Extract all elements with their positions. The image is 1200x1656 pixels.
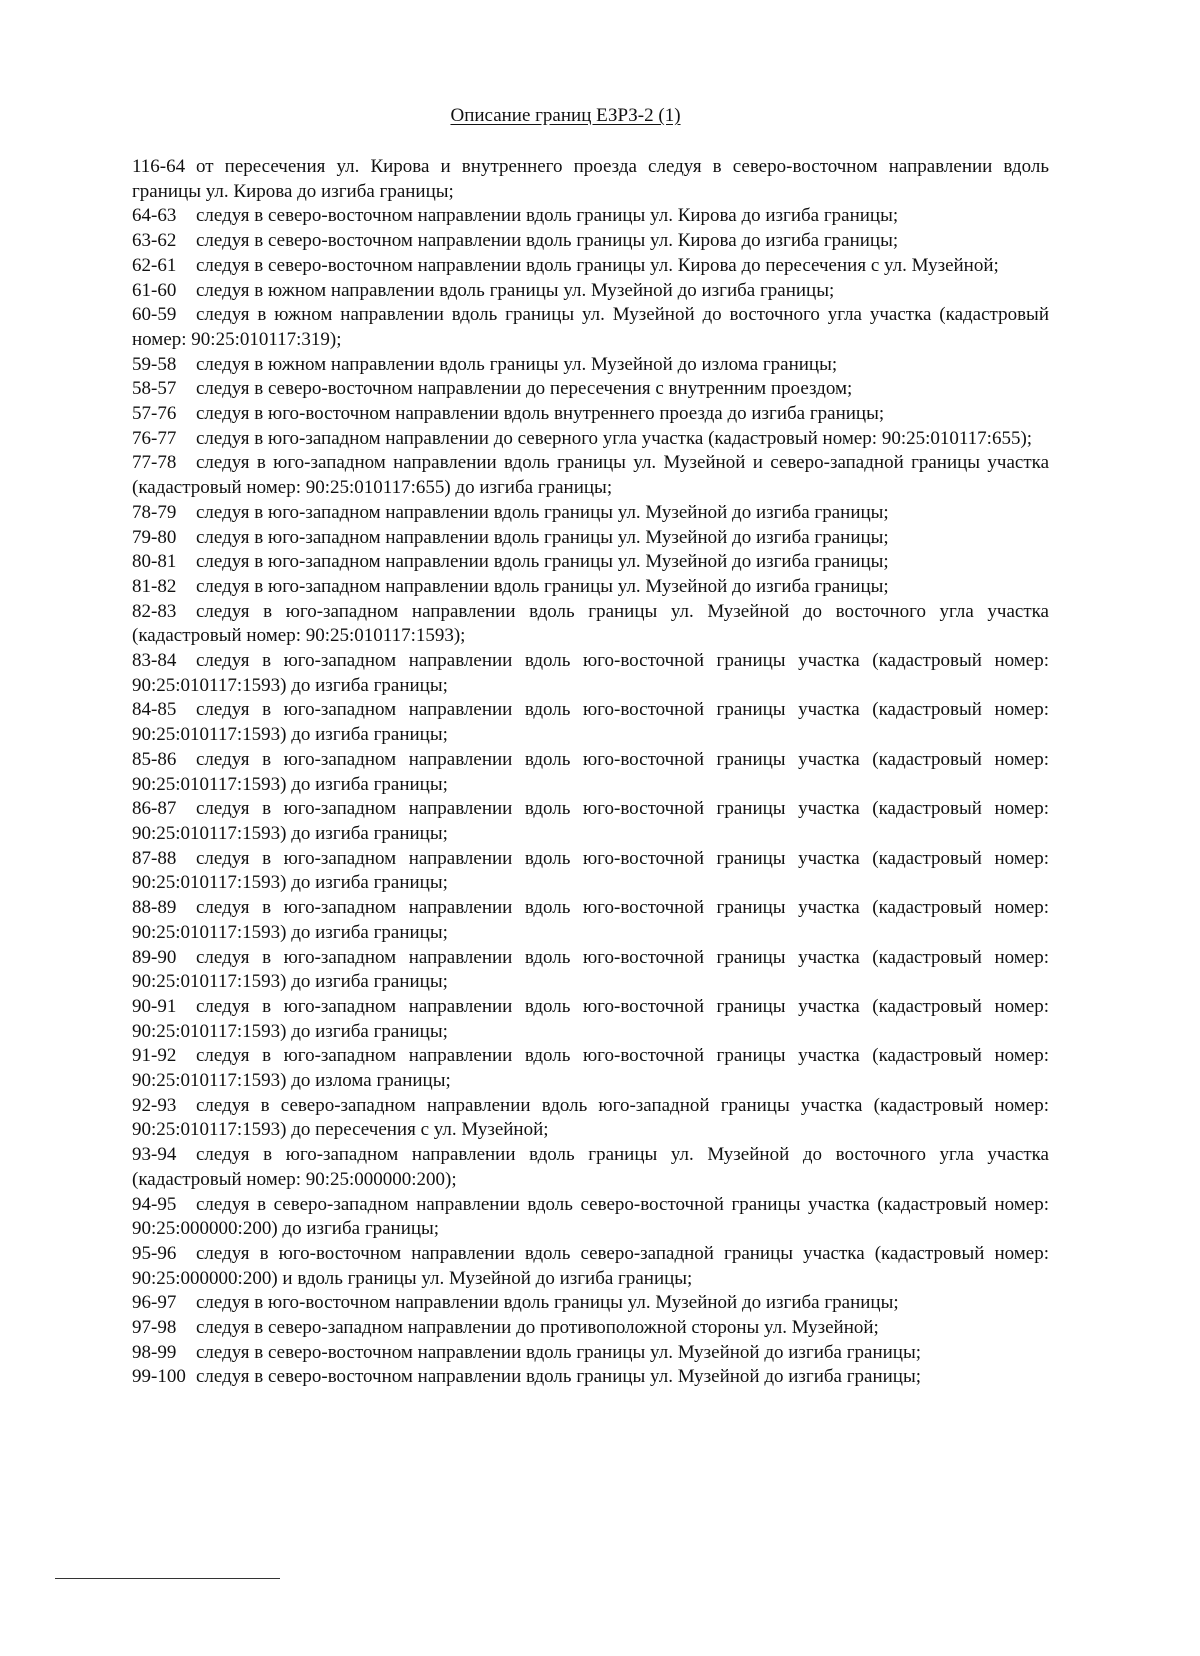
segment-number: 62-61 bbox=[132, 254, 177, 276]
boundary-segment-entry bbox=[132, 575, 1049, 600]
segment-number: 85-86 bbox=[132, 748, 177, 770]
segment-number: 88-89 bbox=[132, 897, 177, 919]
segment-description: следуя в северо-восточном направлении вдоль границы ул. Кирова до изгиба границы; bbox=[196, 205, 899, 227]
segment-description: следуя в южном направлении вдоль границы ул. Музейной до восточного угла участка (кадастровый номер: 90:25:010117:319); bbox=[132, 304, 1049, 350]
boundary-segment-entry bbox=[132, 501, 1049, 526]
segment-number: 99-100 bbox=[132, 1366, 186, 1388]
segment-number: 94-95 bbox=[132, 1193, 177, 1215]
segment-number: 96-97 bbox=[132, 1292, 177, 1314]
boundary-segment-entry bbox=[132, 748, 1049, 797]
boundary-segment-entry bbox=[132, 1242, 1049, 1291]
segment-number: 84-85 bbox=[132, 699, 177, 721]
boundary-segment-entry bbox=[132, 797, 1049, 846]
segment-number: 61-60 bbox=[132, 279, 177, 301]
segment-number: 77-78 bbox=[132, 452, 177, 474]
boundary-segment-entry bbox=[132, 946, 1049, 995]
boundary-segment-entry bbox=[132, 847, 1049, 896]
segment-number: 93-94 bbox=[132, 1144, 177, 1166]
segment-number: 97-98 bbox=[132, 1317, 177, 1339]
segment-number: 92-93 bbox=[132, 1094, 177, 1116]
segment-number: 90-91 bbox=[132, 995, 177, 1017]
boundary-segment-entry bbox=[132, 229, 1049, 254]
segment-description: следуя в юго-восточном направлении вдоль границы ул. Музейной до изгиба границы; bbox=[196, 1292, 899, 1314]
segment-description: следуя в юго-западном направлении вдоль границы ул. Музейной до изгиба границы; bbox=[196, 551, 889, 573]
segment-description: следуя в юго-западном направлении вдоль юго-восточной границы участка (кадастровый номер: 90:25:010117:1593) до изгиба границы; bbox=[132, 650, 1049, 696]
boundary-segment-entry bbox=[132, 1193, 1049, 1242]
segment-number: 80-81 bbox=[132, 551, 177, 573]
boundary-segment-entry bbox=[132, 1365, 1049, 1390]
segment-description: следуя в юго-западном направлении вдоль границы ул. Музейной и северо-западной границы участка (кадастровый номер: 90:25:010117:655) до изгиба границы; bbox=[132, 452, 1049, 499]
segment-number: 86-87 bbox=[132, 798, 177, 820]
boundary-segment-entry bbox=[132, 896, 1049, 945]
segment-description: следуя в юго-западном направлении вдоль юго-восточной границы участка (кадастровый номер: 90:25:010117:1593) до изгиба границы; bbox=[132, 699, 1049, 746]
segment-description: следуя в южном направлении вдоль границы ул. Музейной до изгиба границы; bbox=[196, 279, 835, 301]
segment-description: следуя в юго-западном направлении вдоль границы ул. Музейной до изгиба границы; bbox=[196, 575, 889, 597]
segment-number: 57-76 bbox=[132, 403, 177, 425]
segment-description: следуя в северо-западном направлении вдоль северо-восточной границы участка (кадастровый номер: 90:25:000000:200) до изгиба границы; bbox=[132, 1193, 1049, 1240]
boundary-segment-entry bbox=[132, 204, 1049, 229]
boundary-segment-entry bbox=[132, 303, 1049, 352]
boundary-segment-entry bbox=[132, 649, 1049, 698]
segment-number: 59-58 bbox=[132, 353, 177, 375]
boundary-segment-entry bbox=[132, 1094, 1049, 1143]
boundary-segment-entry bbox=[132, 155, 1049, 204]
segment-number: 83-84 bbox=[132, 650, 177, 672]
segment-description: следуя в северо-восточном направлении вдоль границы ул. Музейной до изгиба границы; bbox=[196, 1341, 921, 1363]
segment-number: 76-77 bbox=[132, 427, 177, 449]
segment-number: 78-79 bbox=[132, 501, 177, 523]
segment-description: следуя в юго-западном направлении до северного угла участка (кадастровый номер: 90:25:010117:655); bbox=[196, 427, 1033, 449]
segment-number: 89-90 bbox=[132, 946, 177, 968]
segment-description: следуя в юго-западном направлении вдоль юго-восточной границы участка (кадастровый номер: 90:25:010117:1593) до изгиба границы; bbox=[132, 847, 1049, 894]
boundary-segment-entry bbox=[132, 550, 1049, 575]
segment-description: следуя в юго-восточном направлении вдоль северо-западной границы участка (кадастровый номер: 90:25:000000:200) и вдоль границы ул. Музейной до изгиба границы; bbox=[132, 1242, 1049, 1289]
boundary-segment-entry bbox=[132, 600, 1049, 649]
boundary-segment-entry bbox=[132, 402, 1049, 427]
boundary-segment-entry bbox=[132, 254, 1049, 279]
segment-description: следуя в юго-западном направлении вдоль границы ул. Музейной до восточного угла участка (кадастровый номер: 90:25:010117:1593); bbox=[132, 600, 1049, 647]
segment-description: следуя в юго-западном направлении вдоль юго-восточной границы участка (кадастровый номер: 90:25:010117:1593) до изгиба границы; bbox=[132, 897, 1049, 943]
segment-number: 63-62 bbox=[132, 230, 177, 252]
segment-number: 81-82 bbox=[132, 575, 177, 597]
segment-description: следуя в юго-западном направлении вдоль юго-восточной границы участка (кадастровый номер: 90:25:010117:1593) до излома границы; bbox=[132, 1045, 1049, 1092]
segment-description: следуя в юго-восточном направлении вдоль внутреннего проезда до изгиба границы; bbox=[196, 403, 885, 425]
segment-number: 91-92 bbox=[132, 1045, 177, 1067]
document-title-text: Описание границ ЕЗРЗ-2 (1) bbox=[450, 105, 681, 126]
segment-number: 79-80 bbox=[132, 526, 177, 548]
segment-description: следуя в северо-восточном направлении вдоль границы ул. Музейной до изгиба границы; bbox=[196, 1366, 921, 1388]
boundary-segment-entry bbox=[132, 1341, 1049, 1366]
document-title bbox=[0, 103, 1131, 129]
segment-description: следуя в юго-западном направлении вдоль границы ул. Музейной до изгиба границы; bbox=[196, 501, 889, 523]
segment-description: следуя в северо-западном направлении вдоль юго-западной границы участка (кадастровый номер: 90:25:010117:1593) до пересечения с ул. Музейной; bbox=[132, 1094, 1049, 1141]
segment-description: следуя в юго-западном направлении вдоль границы ул. Музейной до изгиба границы; bbox=[196, 526, 889, 548]
segment-description: следуя в южном направлении вдоль границы ул. Музейной до излома границы; bbox=[196, 353, 838, 375]
boundary-segment-entry bbox=[132, 279, 1049, 304]
segment-number: 64-63 bbox=[132, 205, 177, 227]
segment-description: от пересечения ул. Кирова и внутреннего проезда следуя в северо-восточном направлении вдоль границы ул. Кирова до изгиба границы; bbox=[132, 156, 1049, 202]
segment-number: 116-64 bbox=[132, 156, 186, 177]
segment-description: следуя в северо-восточном направлении до пересечения с внутренним проездом; bbox=[196, 378, 853, 400]
boundary-segment-entry bbox=[132, 377, 1049, 402]
boundary-segment-entry bbox=[132, 427, 1049, 452]
boundary-segment-entry bbox=[132, 1143, 1049, 1192]
boundary-description-list bbox=[132, 155, 1049, 1390]
boundary-segment-entry bbox=[132, 526, 1049, 551]
segment-number: 82-83 bbox=[132, 600, 177, 622]
segment-description: следуя в юго-западном направлении вдоль юго-восточной границы участка (кадастровый номер: 90:25:010117:1593) до изгиба границы; bbox=[132, 995, 1049, 1042]
segment-number: 60-59 bbox=[132, 304, 177, 326]
segment-number: 87-88 bbox=[132, 847, 177, 869]
boundary-segment-entry bbox=[132, 698, 1049, 747]
segment-description: следуя в северо-восточном направлении вдоль границы ул. Кирова до пересечения с ул. Музейной; bbox=[196, 254, 999, 276]
boundary-segment-entry bbox=[132, 1044, 1049, 1093]
boundary-segment-entry bbox=[132, 1291, 1049, 1316]
footnote-separator-line bbox=[55, 1578, 280, 1579]
boundary-segment-entry bbox=[132, 451, 1049, 500]
boundary-segment-entry bbox=[132, 995, 1049, 1044]
segment-number: 98-99 bbox=[132, 1341, 177, 1363]
segment-number: 95-96 bbox=[132, 1242, 177, 1264]
segment-number: 58-57 bbox=[132, 378, 177, 400]
segment-description: следуя в юго-западном направлении вдоль юго-восточной границы участка (кадастровый номер: 90:25:010117:1593) до изгиба границы; bbox=[132, 748, 1049, 795]
segment-description: следуя в юго-западном направлении вдоль юго-восточной границы участка (кадастровый номер: 90:25:010117:1593) до изгиба границы; bbox=[132, 946, 1049, 993]
boundary-segment-entry bbox=[132, 353, 1049, 378]
segment-description: следуя в юго-западном направлении вдоль юго-восточной границы участка (кадастровый номер: 90:25:010117:1593) до изгиба границы; bbox=[132, 798, 1049, 844]
segment-description: следуя в северо-восточном направлении вдоль границы ул. Кирова до изгиба границы; bbox=[196, 230, 899, 252]
boundary-segment-entry bbox=[132, 1316, 1049, 1341]
segment-description: следуя в северо-западном направлении до противоположной стороны ул. Музейной; bbox=[196, 1317, 879, 1339]
segment-description: следуя в юго-западном направлении вдоль границы ул. Музейной до восточного угла участка (кадастровый номер: 90:25:000000:200); bbox=[132, 1144, 1049, 1190]
